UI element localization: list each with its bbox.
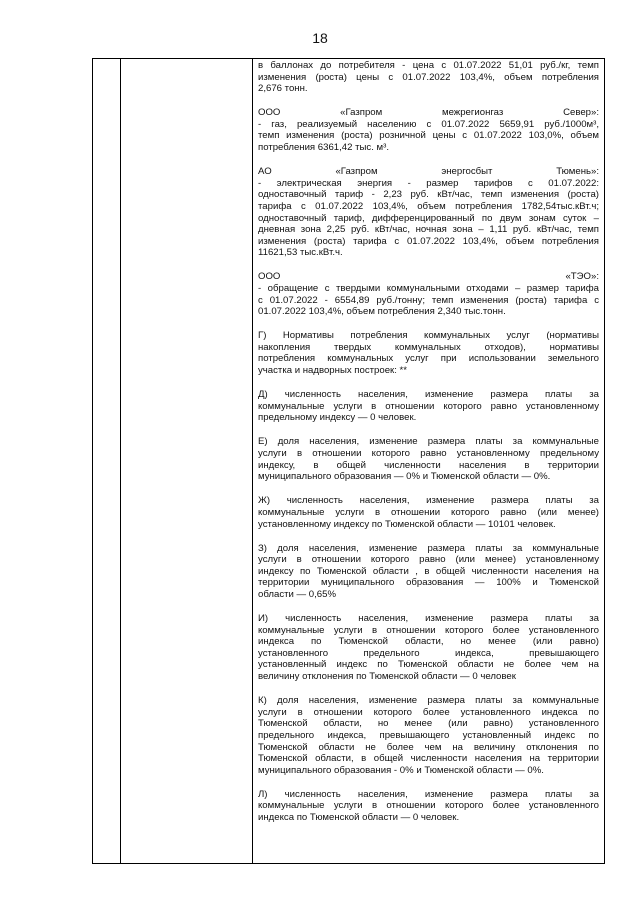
text-line: услуги в отношении которого равно (или менее) установленному	[258, 554, 599, 566]
text-line: Тюменской области, в общей численности населения на территории	[258, 753, 599, 765]
text-line: в баллонах до потребителя - цена с 01.07.2022 51,01 руб./кг, темп	[258, 60, 599, 71]
paragraph	[258, 543, 599, 601]
text-line: АО «Газпром энергосбыт Тюмень»:	[258, 166, 599, 178]
document-table	[92, 58, 605, 864]
text-line: одноставочный тариф, дифференцированный по двум зонам суток –	[258, 212, 599, 224]
text-line: величину отклонения по Тюменской области — 0 человек	[258, 671, 516, 683]
text-line: коммунальные услуги в отношении которого более установленного	[258, 800, 599, 812]
text-line: предельному индексу — 0 человек.	[258, 412, 417, 424]
table-cell-label	[121, 59, 253, 864]
text-line: территории муниципального образования — 100% и Тюменской	[258, 577, 599, 589]
text-line: муниципального образования - 0% и Тюменской области — 0%.	[258, 764, 544, 776]
text-line: К) доля населения, изменение размера платы за коммунальные	[258, 695, 599, 707]
text-line: коммунальные услуги в отношении которого равно (или менее)	[258, 506, 599, 518]
text-line: 2,676 тонн.	[258, 83, 308, 95]
paragraph	[258, 613, 599, 683]
text-line: Г) Нормативы потребления коммунальных услуг (нормативы	[258, 330, 599, 342]
text-line: накопления твердых коммунальных отходов), нормативы	[258, 341, 599, 353]
text-line: ООО «Газпром межрегионгаз Север»:	[258, 107, 599, 119]
text-line: Тюменской области не более чем на величину отклонения по	[258, 741, 599, 753]
text-line: потребления коммунальных услуг при использовании земельного	[258, 353, 599, 365]
text-line: - электрическая энергия - размер тарифов с 01.07.2022:	[258, 177, 599, 189]
text-line: индекса по Тюменской области — 0 человек.	[258, 811, 460, 823]
text-line: муниципального образования — 0% и Тюменской области — 0%.	[258, 471, 551, 483]
paragraph	[258, 436, 599, 482]
text-line: области — 0,65%	[258, 588, 337, 600]
text-line: Д) численность населения, изменение размера платы за	[258, 389, 599, 401]
paragraph	[258, 60, 599, 95]
text-line: З) доля населения, изменение размера платы за коммунальные	[258, 542, 599, 554]
text-line: Л) численность населения, изменение размера платы за	[258, 788, 599, 800]
text-line: 01.07.2022 103,4%, объем потребления 2,340 тыс.тонн.	[258, 306, 506, 318]
text-line: ООО «ТЭО»:	[258, 271, 599, 283]
text-line: предельного индекса, превышающего установленный индекс по	[258, 729, 599, 741]
text-line: установленный индекс по Тюменской области не более чем на	[258, 659, 599, 671]
text-line: И) численность населения, изменение размера платы за	[258, 613, 599, 625]
paragraph	[258, 166, 599, 259]
paragraph	[258, 271, 599, 317]
paragraph	[258, 389, 599, 424]
text-line: установленному индексу по Тюменской области — 10101 человек.	[258, 518, 556, 530]
content-text	[258, 60, 599, 824]
text-line: услуги в отношении которого равно установленному предельному	[258, 448, 599, 460]
text-line: индексу по Тюменской области , в общей численности населения на	[258, 565, 599, 577]
paragraph	[258, 495, 599, 530]
text-line: индекса по Тюменской области, но менее (или равно)	[258, 636, 599, 648]
table-row	[93, 59, 605, 864]
text-line: коммунальные услуги в отношении которого более установленного	[258, 624, 599, 636]
text-line: индексу, в общей численности населения в территории	[258, 459, 599, 471]
paragraph	[258, 330, 599, 376]
text-line: коммунальные услуги в отношении которого равно установленному	[258, 400, 599, 412]
text-line: Тюменской области, но менее (или равно) установленного	[258, 718, 599, 730]
text-line: 11621,53 тыс.кВт.ч.	[258, 247, 343, 259]
text-line: изменения (роста) тарифа с 01.07.2022 103,4%, объем потребления	[258, 235, 599, 247]
text-line: установленного предельного индекса, превышающего	[258, 647, 599, 659]
text-line: дневная зона 2,25 руб. кВт/час, ночная зона – 1,11 руб. кВт/час, темп	[258, 224, 599, 236]
text-line: потребления 6361,42 тыс. м³.	[258, 142, 390, 154]
paragraph	[258, 789, 599, 824]
text-line: - газ, реализуемый населению с 01.07.2022 5659,91 руб./1000м³,	[258, 118, 599, 130]
text-line: темп изменения (роста) розничной цены с 01.07.2022 103,0%, объем	[258, 130, 599, 142]
paragraph	[258, 107, 599, 153]
text-line: одноставочный тариф - 2,23 руб. кВт/час, темп изменения (роста)	[258, 189, 599, 201]
table-cell-number	[93, 59, 121, 864]
paragraph	[258, 695, 599, 776]
text-line: Ж) численность населения, изменение размера платы за	[258, 495, 599, 507]
text-line: услуги в отношении которого более установленного индекса по	[258, 706, 599, 718]
text-line: Е) доля населения, изменение размера платы за коммунальные	[258, 436, 599, 448]
text-line: с 01.07.2022 - 6554,89 руб./тонну; темп изменения (роста) тарифа с	[258, 294, 599, 306]
text-line: - обращение с твердыми коммунальными отходами – размер тарифа	[258, 283, 599, 294]
page-number: 18	[312, 30, 328, 46]
text-line: изменения (роста) цены с 01.07.2022 103,4%, объем потребления	[258, 71, 599, 83]
text-line: тарифа с 01.07.2022 103,4%, объем потребления 1782,54тыс.кВт.ч;	[258, 200, 599, 212]
text-line: участка и надворных построек: **	[258, 365, 408, 377]
table-cell-content	[253, 59, 605, 864]
